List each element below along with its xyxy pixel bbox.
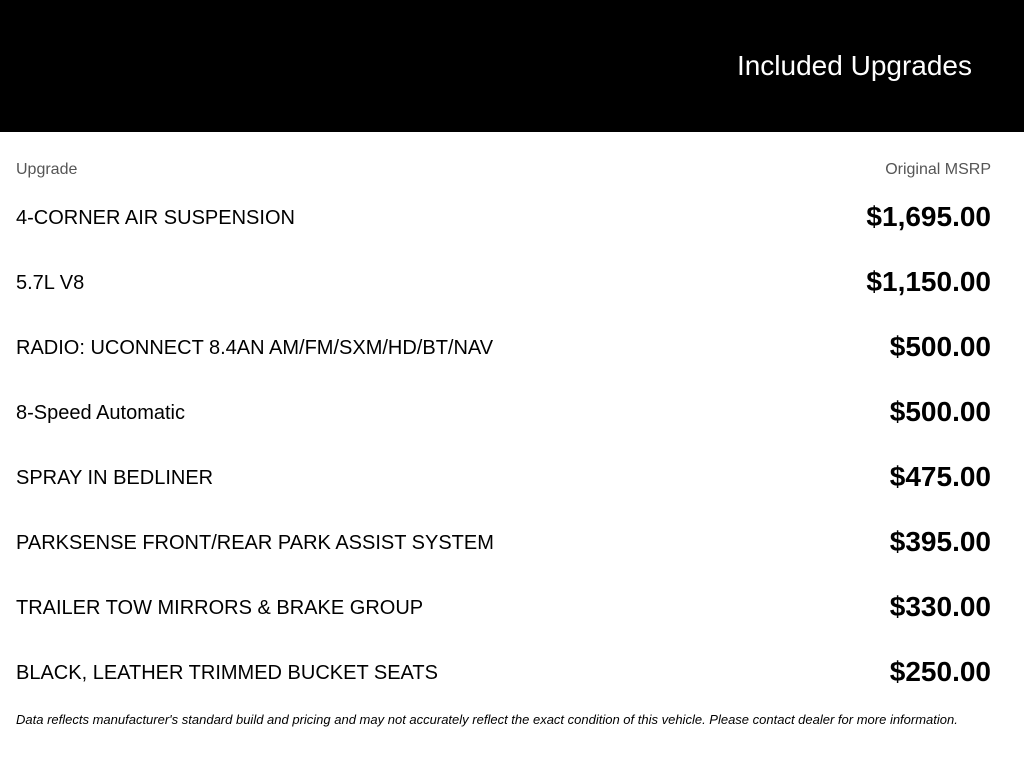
upgrade-row xyxy=(0,445,1024,510)
upgrade-price: $330.00 xyxy=(889,591,991,622)
upgrade-row xyxy=(0,185,1024,250)
column-header-upgrade: Upgrade xyxy=(16,161,78,178)
upgrade-name: PARKSENSE FRONT/REAR PARK ASSIST SYSTEM xyxy=(16,532,494,554)
disclaimer-text: Data reflects manufacturer's standard build and pricing and may not accurately reflect the exact condition of this vehicle. Please contact dealer for more information. xyxy=(16,712,958,727)
upgrade-name: 5.7L V8 xyxy=(16,272,85,294)
upgrade-row xyxy=(0,510,1024,575)
upgrade-row xyxy=(0,250,1024,315)
upgrade-name: 4-CORNER AIR SUSPENSION xyxy=(16,207,295,229)
upgrade-price: $500.00 xyxy=(889,331,991,362)
upgrade-row xyxy=(0,380,1024,445)
upgrade-row xyxy=(0,315,1024,380)
upgrade-name: TRAILER TOW MIRRORS & BRAKE GROUP xyxy=(16,597,424,619)
page-title: Included Upgrades xyxy=(736,50,972,81)
upgrade-price: $1,695.00 xyxy=(866,201,991,232)
upgrade-row xyxy=(0,575,1024,640)
column-header-msrp: Original MSRP xyxy=(885,161,991,178)
upgrade-price: $395.00 xyxy=(889,526,991,557)
upgrade-list xyxy=(0,185,1024,705)
upgrade-row xyxy=(0,640,1024,705)
header-bar xyxy=(0,0,1024,132)
upgrade-price: $500.00 xyxy=(889,396,991,427)
upgrade-name: SPRAY IN BEDLINER xyxy=(16,467,214,489)
upgrade-price: $1,150.00 xyxy=(866,266,991,297)
upgrade-name: 8-Speed Automatic xyxy=(16,402,185,424)
upgrade-name: BLACK, LEATHER TRIMMED BUCKET SEATS xyxy=(16,662,438,684)
upgrade-price: $250.00 xyxy=(889,656,991,687)
upgrade-price: $475.00 xyxy=(889,461,991,492)
upgrade-name: RADIO: UCONNECT 8.4AN AM/FM/SXM/HD/BT/NAV xyxy=(16,337,494,359)
